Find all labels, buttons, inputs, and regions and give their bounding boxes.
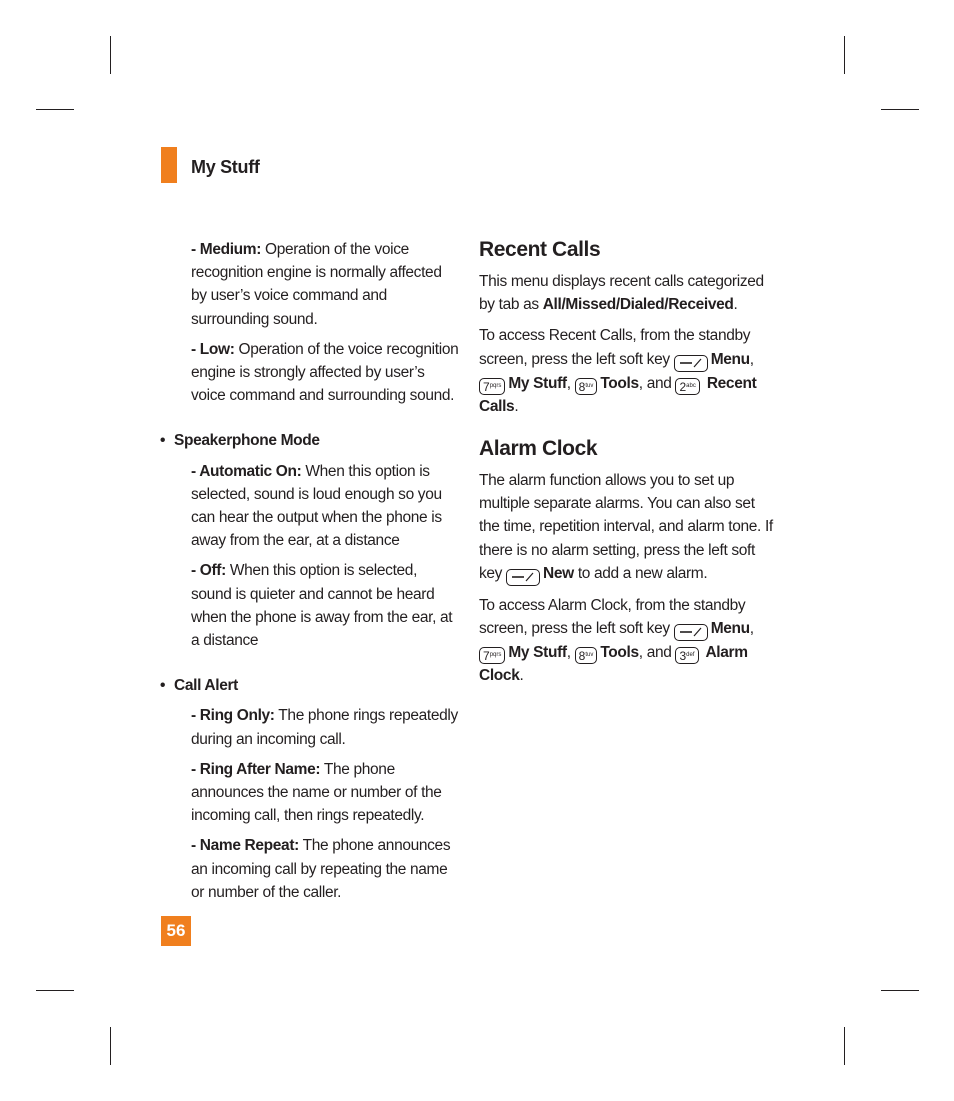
option-label: - Automatic On: xyxy=(191,462,302,480)
tools-label: Tools xyxy=(600,374,639,392)
option-off xyxy=(160,559,460,652)
key-7-icon xyxy=(479,647,505,664)
left-column xyxy=(160,238,460,911)
option-label: - Off: xyxy=(191,562,226,580)
alarm-clock-description xyxy=(479,469,779,586)
recent-calls-instructions xyxy=(479,324,779,418)
option-text: The phone announces an incoming call by repeating the name or number of the caller. xyxy=(191,837,451,901)
tab-names: All/Missed/Dialed/Received xyxy=(542,296,734,314)
key-digit: 3 xyxy=(679,649,687,664)
bullet-speakerphone-mode xyxy=(160,429,460,452)
left-soft-key-icon xyxy=(506,569,540,586)
crop-mark xyxy=(881,109,919,110)
option-text: Operation of the voice recognition engine is normally affected by user’s voice command and surrounding sound. xyxy=(191,241,442,328)
crop-mark xyxy=(110,36,111,74)
bullet-call-alert xyxy=(160,674,460,697)
option-text: The phone announces the name or number of the incoming call, then rings repeatedly. xyxy=(191,760,442,825)
key-letters: def xyxy=(686,652,695,659)
key-digit: 7 xyxy=(483,379,490,394)
key-letters: pqrs xyxy=(489,382,502,389)
key-8-icon xyxy=(575,378,598,395)
crop-mark xyxy=(36,990,74,991)
new-label: New xyxy=(543,564,574,582)
option-ring-after-name xyxy=(160,758,460,828)
text: To access Alarm Clock, from the standby screen, press the left soft key xyxy=(479,596,746,638)
option-automatic-on xyxy=(160,460,460,553)
option-text: The phone rings repeatedly during an incoming call. xyxy=(191,707,458,748)
option-label: - Name Repeat: xyxy=(191,837,299,855)
page-number: 56 xyxy=(161,916,191,946)
option-name-repeat xyxy=(160,834,460,904)
section-marker xyxy=(161,147,177,183)
text: , xyxy=(566,644,571,662)
bullet-title: Call Alert xyxy=(174,677,238,695)
menu-label: Menu xyxy=(710,620,750,638)
text: to add a new alarm. xyxy=(573,564,708,582)
menu-label: Menu xyxy=(710,350,750,368)
heading-alarm-clock: Alarm Clock xyxy=(479,437,598,461)
heading-recent-calls: Recent Calls xyxy=(479,238,601,261)
section-title: My Stuff xyxy=(191,157,260,177)
bullet-icon: • xyxy=(160,432,166,450)
my-stuff-label: My Stuff xyxy=(508,374,567,392)
key-letters: tuv xyxy=(585,382,594,389)
text: , xyxy=(566,374,571,392)
crop-mark xyxy=(844,36,845,74)
option-label: - Ring Only: xyxy=(191,707,275,725)
left-soft-key-icon xyxy=(674,624,708,641)
alarm-clock-instructions xyxy=(479,594,779,688)
option-label: - Ring After Name: xyxy=(191,760,321,778)
option-low xyxy=(160,338,460,408)
tools-label: Tools xyxy=(600,644,639,662)
recent-calls-label: Recent Calls xyxy=(479,374,757,415)
recent-calls-description xyxy=(479,270,779,316)
crop-mark xyxy=(36,109,74,110)
alarm-clock-label: Alarm Clock xyxy=(479,644,748,685)
key-digit: 2 xyxy=(679,379,687,394)
my-stuff-label: My Stuff xyxy=(508,644,567,662)
option-label: - Low: xyxy=(191,340,235,358)
option-medium xyxy=(160,238,460,331)
text: , and xyxy=(638,644,676,662)
text: , xyxy=(749,350,754,368)
key-digit: 8 xyxy=(578,649,586,664)
bullet-title: Speakerphone Mode xyxy=(174,432,320,450)
key-3-icon xyxy=(675,647,698,664)
option-text: When this option is selected, sound is quieter and cannot be heard when the phone is away from the ear, at a distance xyxy=(191,562,453,650)
text: . xyxy=(514,397,519,415)
text: This menu displays recent calls categorized by tab as xyxy=(479,273,764,314)
key-7-icon xyxy=(479,378,505,395)
key-letters: tuv xyxy=(585,652,594,659)
key-letters: abc xyxy=(686,382,696,389)
option-text: Operation of the voice recognition engine is strongly affected by user’s voice command and surrounding sound. xyxy=(191,340,459,405)
key-digit: 7 xyxy=(483,649,490,664)
key-2-icon xyxy=(675,378,699,395)
text: , and xyxy=(638,374,676,392)
crop-mark xyxy=(881,990,919,991)
text: , xyxy=(749,620,754,638)
option-label: - Medium: xyxy=(191,241,262,258)
option-text: When this option is selected, sound is loud enough so you can hear the output when the phone is away from the ear, at a distance xyxy=(191,462,442,550)
text: . xyxy=(733,296,738,314)
right-column xyxy=(479,236,779,695)
key-letters: pqrs xyxy=(489,652,502,659)
text: . xyxy=(519,667,524,685)
left-soft-key-icon xyxy=(674,355,708,372)
text: The alarm function allows you to set up multiple separate alarms. You can also set the time, repetition interval, and alarm tone. If there is no alarm setting, press the left soft key xyxy=(479,472,773,582)
bullet-icon: • xyxy=(160,677,166,695)
crop-mark xyxy=(844,1027,845,1065)
text: To access Recent Calls, from the standby screen, press the left soft key xyxy=(479,327,751,368)
key-8-icon xyxy=(575,647,598,664)
crop-mark xyxy=(110,1027,111,1065)
key-digit: 8 xyxy=(578,379,586,394)
option-ring-only xyxy=(160,704,460,750)
